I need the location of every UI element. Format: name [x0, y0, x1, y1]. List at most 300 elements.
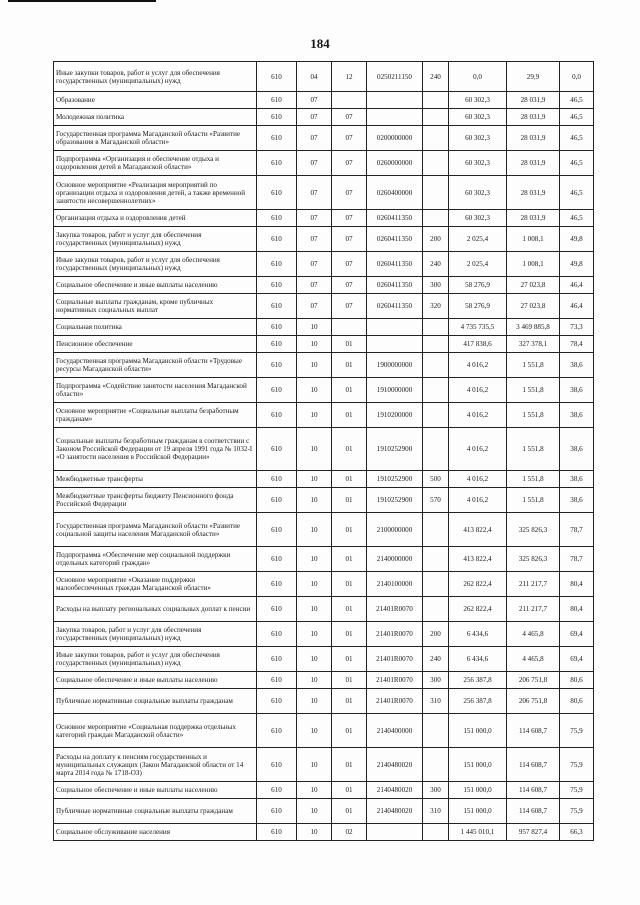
cell-execution-percent: 38,6: [560, 378, 594, 403]
cell-section-code: 07: [297, 126, 332, 151]
cell-item-name: Социальные выплаты безработным гражданам в соответствии с Законом Российской Федерации от 19 апреля 1991 года № 1032-I «О занятости населения в Российской Федерации»: [54, 428, 257, 471]
table-row: [54, 488, 594, 513]
cell-expense-type: [423, 597, 449, 622]
cell-item-name: Молодежная политика: [54, 109, 257, 126]
cell-admin-code: 610: [257, 92, 297, 109]
cell-subsection-code: 01: [332, 622, 367, 647]
cell-expense-type: [423, 353, 449, 378]
cell-subsection-code: 01: [332, 572, 367, 597]
cell-execution-percent: 46,5: [560, 210, 594, 227]
table-row: [54, 62, 594, 92]
cell-admin-code: 610: [257, 597, 297, 622]
cell-execution-percent: 75,9: [560, 714, 594, 748]
cell-expense-type: 500: [423, 471, 449, 488]
cell-subsection-code: 01: [332, 689, 367, 714]
cell-approved-amount: 4 735 735,5: [449, 319, 507, 336]
table-row: [54, 714, 594, 748]
cell-item-name: Пенсионное обеспечение: [54, 336, 257, 353]
cell-target-article: [367, 336, 423, 353]
cell-subsection-code: 01: [332, 782, 367, 799]
cell-expense-type: [423, 824, 449, 841]
cell-admin-code: 610: [257, 824, 297, 841]
cell-admin-code: 610: [257, 277, 297, 294]
cell-executed-amount: 1 551,8: [507, 403, 560, 428]
cell-executed-amount: 325 826,3: [507, 547, 560, 572]
table-row: [54, 109, 594, 126]
cell-subsection-code: 07: [332, 126, 367, 151]
cell-executed-amount: 28 031,9: [507, 109, 560, 126]
cell-subsection-code: 01: [332, 647, 367, 672]
cell-section-code: 04: [297, 62, 332, 92]
cell-approved-amount: 60 302,3: [449, 92, 507, 109]
cell-admin-code: 610: [257, 151, 297, 176]
cell-approved-amount: 60 302,3: [449, 176, 507, 210]
cell-section-code: 07: [297, 92, 332, 109]
cell-admin-code: 610: [257, 471, 297, 488]
cell-target-article: 1910252900: [367, 471, 423, 488]
cell-section-code: 10: [297, 319, 332, 336]
cell-subsection-code: 01: [332, 547, 367, 572]
cell-expense-type: 240: [423, 647, 449, 672]
cell-expense-type: [423, 319, 449, 336]
cell-subsection-code: 01: [332, 336, 367, 353]
cell-item-name: Государственная программа Магаданской области «Развитие социальной защиты населения Магаданской области»: [54, 513, 257, 547]
cell-execution-percent: 75,9: [560, 799, 594, 824]
cell-execution-percent: 38,6: [560, 353, 594, 378]
cell-executed-amount: 114 608,7: [507, 714, 560, 748]
cell-section-code: 10: [297, 513, 332, 547]
cell-approved-amount: 256 387,8: [449, 689, 507, 714]
cell-admin-code: 610: [257, 252, 297, 277]
table-row: [54, 319, 594, 336]
cell-section-code: 10: [297, 336, 332, 353]
cell-execution-percent: 75,9: [560, 782, 594, 799]
cell-admin-code: 610: [257, 689, 297, 714]
cell-expense-type: [423, 428, 449, 471]
cell-item-name: Социальные выплаты гражданам, кроме публичных нормативных социальных выплат: [54, 294, 257, 319]
table-row: [54, 572, 594, 597]
cell-executed-amount: 4 465,8: [507, 622, 560, 647]
cell-section-code: 10: [297, 378, 332, 403]
cell-section-code: 10: [297, 672, 332, 689]
table-row: [54, 151, 594, 176]
cell-section-code: 07: [297, 252, 332, 277]
table-row: [54, 782, 594, 799]
table-row: [54, 622, 594, 647]
cell-section-code: 10: [297, 403, 332, 428]
cell-executed-amount: 327 378,1: [507, 336, 560, 353]
cell-executed-amount: 1 008,1: [507, 252, 560, 277]
cell-target-article: 0260400000: [367, 176, 423, 210]
cell-approved-amount: 417 838,6: [449, 336, 507, 353]
table-row: [54, 252, 594, 277]
cell-expense-type: [423, 151, 449, 176]
cell-admin-code: 610: [257, 748, 297, 782]
cell-approved-amount: 256 387,8: [449, 672, 507, 689]
cell-section-code: 10: [297, 597, 332, 622]
cell-target-article: 1900000000: [367, 353, 423, 378]
cell-approved-amount: 413 822,4: [449, 547, 507, 572]
table-row: [54, 227, 594, 252]
cell-subsection-code: 07: [332, 277, 367, 294]
cell-section-code: 10: [297, 824, 332, 841]
cell-target-article: 2140000000: [367, 547, 423, 572]
cell-target-article: 0260411350: [367, 294, 423, 319]
cell-item-name: Публичные нормативные социальные выплаты гражданам: [54, 689, 257, 714]
table-row: [54, 277, 594, 294]
cell-expense-type: [423, 126, 449, 151]
cell-section-code: 07: [297, 227, 332, 252]
cell-section-code: 07: [297, 176, 332, 210]
cell-item-name: Государственная программа Магаданской области «Трудовые ресурсы Магаданской области»: [54, 353, 257, 378]
cell-subsection-code: 01: [332, 403, 367, 428]
cell-target-article: 0260411350: [367, 277, 423, 294]
cell-executed-amount: 211 217,7: [507, 572, 560, 597]
cell-admin-code: 610: [257, 714, 297, 748]
cell-execution-percent: 75,9: [560, 748, 594, 782]
cell-approved-amount: 2 025,4: [449, 227, 507, 252]
cell-item-name: Образование: [54, 92, 257, 109]
cell-section-code: 10: [297, 572, 332, 597]
cell-execution-percent: 80,4: [560, 597, 594, 622]
cell-approved-amount: 58 276,9: [449, 294, 507, 319]
cell-approved-amount: 151 000,0: [449, 799, 507, 824]
cell-executed-amount: 27 023,8: [507, 294, 560, 319]
table-row: [54, 378, 594, 403]
cell-expense-type: [423, 513, 449, 547]
cell-item-name: Организация отдыха и оздоровления детей: [54, 210, 257, 227]
cell-executed-amount: 211 217,7: [507, 597, 560, 622]
cell-expense-type: [423, 572, 449, 597]
cell-admin-code: 610: [257, 353, 297, 378]
cell-execution-percent: 80,4: [560, 572, 594, 597]
cell-admin-code: 610: [257, 227, 297, 252]
cell-section-code: 07: [297, 109, 332, 126]
cell-executed-amount: 325 826,3: [507, 513, 560, 547]
cell-expense-type: 320: [423, 294, 449, 319]
cell-item-name: Основное мероприятие «Социальная поддержка отдельных категорий граждан Магаданской области»: [54, 714, 257, 748]
cell-subsection-code: 01: [332, 748, 367, 782]
cell-execution-percent: 0,0: [560, 62, 594, 92]
cell-section-code: 10: [297, 782, 332, 799]
cell-execution-percent: 46,5: [560, 126, 594, 151]
cell-target-article: 1910000000: [367, 378, 423, 403]
cell-admin-code: 610: [257, 572, 297, 597]
cell-approved-amount: 6 434,6: [449, 622, 507, 647]
cell-subsection-code: 01: [332, 378, 367, 403]
cell-target-article: 21401R0070: [367, 672, 423, 689]
cell-section-code: 10: [297, 471, 332, 488]
cell-approved-amount: 4 016,2: [449, 471, 507, 488]
cell-subsection-code: 07: [332, 176, 367, 210]
cell-execution-percent: 78,4: [560, 336, 594, 353]
cell-section-code: 10: [297, 689, 332, 714]
cell-execution-percent: 38,6: [560, 403, 594, 428]
cell-item-name: Межбюджетные трансферты: [54, 471, 257, 488]
cell-executed-amount: 28 031,9: [507, 126, 560, 151]
cell-admin-code: 610: [257, 336, 297, 353]
cell-section-code: 10: [297, 799, 332, 824]
cell-expense-type: [423, 714, 449, 748]
cell-executed-amount: 4 465,8: [507, 647, 560, 672]
cell-expense-type: 240: [423, 252, 449, 277]
cell-section-code: 10: [297, 488, 332, 513]
cell-target-article: 0260411350: [367, 227, 423, 252]
cell-item-name: Иные закупки товаров, работ и услуг для обеспечения государственных (муниципальных) нужд: [54, 647, 257, 672]
cell-expense-type: [423, 547, 449, 572]
cell-admin-code: 610: [257, 403, 297, 428]
cell-approved-amount: 151 000,0: [449, 748, 507, 782]
cell-section-code: 10: [297, 647, 332, 672]
cell-execution-percent: 38,6: [560, 428, 594, 471]
cell-execution-percent: 78,7: [560, 547, 594, 572]
cell-executed-amount: 3 469 885,8: [507, 319, 560, 336]
cell-target-article: 2100000000: [367, 513, 423, 547]
table-row: [54, 547, 594, 572]
cell-approved-amount: 2 025,4: [449, 252, 507, 277]
cell-approved-amount: 0,0: [449, 62, 507, 92]
cell-item-name: Иные закупки товаров, работ и услуг для обеспечения государственных (муниципальных) нужд: [54, 62, 257, 92]
cell-executed-amount: 114 608,7: [507, 782, 560, 799]
table-row: [54, 597, 594, 622]
cell-approved-amount: 4 016,2: [449, 488, 507, 513]
cell-executed-amount: 206 751,8: [507, 689, 560, 714]
cell-execution-percent: 46,5: [560, 176, 594, 210]
cell-target-article: 0260000000: [367, 151, 423, 176]
cell-subsection-code: 01: [332, 488, 367, 513]
cell-target-article: [367, 319, 423, 336]
cell-target-article: 1910200000: [367, 403, 423, 428]
table-row: [54, 471, 594, 488]
table-row: [54, 428, 594, 471]
page-number: 184: [310, 36, 330, 51]
cell-expense-type: [423, 336, 449, 353]
table-row: [54, 294, 594, 319]
cell-admin-code: 610: [257, 513, 297, 547]
cell-executed-amount: 28 031,9: [507, 210, 560, 227]
cell-item-name: Социальное обеспечение и иные выплаты населению: [54, 782, 257, 799]
cell-approved-amount: 262 822,4: [449, 572, 507, 597]
cell-admin-code: 610: [257, 547, 297, 572]
cell-admin-code: 610: [257, 622, 297, 647]
cell-expense-type: 300: [423, 672, 449, 689]
cell-approved-amount: 151 000,0: [449, 714, 507, 748]
cell-item-name: Закупка товаров, работ и услуг для обеспечения государственных (муниципальных) нужд: [54, 622, 257, 647]
cell-execution-percent: 80,6: [560, 672, 594, 689]
cell-expense-type: 310: [423, 799, 449, 824]
cell-subsection-code: 07: [332, 151, 367, 176]
cell-subsection-code: 01: [332, 428, 367, 471]
cell-section-code: 10: [297, 547, 332, 572]
cell-approved-amount: 4 016,2: [449, 353, 507, 378]
top-rule: [8, 0, 156, 2]
cell-target-article: 0260411350: [367, 210, 423, 227]
cell-expense-type: 200: [423, 227, 449, 252]
cell-approved-amount: 4 016,2: [449, 403, 507, 428]
cell-target-article: 21401R0070: [367, 689, 423, 714]
cell-execution-percent: 73,3: [560, 319, 594, 336]
cell-approved-amount: 1 445 010,1: [449, 824, 507, 841]
cell-subsection-code: 01: [332, 799, 367, 824]
budget-table-body: [54, 62, 594, 841]
cell-target-article: 21401R0070: [367, 647, 423, 672]
cell-expense-type: [423, 403, 449, 428]
table-row: [54, 672, 594, 689]
cell-executed-amount: 1 551,8: [507, 353, 560, 378]
cell-admin-code: 610: [257, 319, 297, 336]
cell-approved-amount: 60 302,3: [449, 151, 507, 176]
cell-item-name: Подпрограмма «Организация и обеспечение отдыха и оздоровления детей в Магаданской области»: [54, 151, 257, 176]
cell-executed-amount: 1 551,8: [507, 488, 560, 513]
cell-target-article: 0260411350: [367, 252, 423, 277]
cell-execution-percent: 46,5: [560, 109, 594, 126]
cell-expense-type: 310: [423, 689, 449, 714]
cell-executed-amount: 28 031,9: [507, 151, 560, 176]
cell-expense-type: [423, 748, 449, 782]
cell-item-name: Социальное обеспечение и иные выплаты населению: [54, 277, 257, 294]
cell-item-name: Межбюджетные трансферты бюджету Пенсионного фонда Российской Федерации: [54, 488, 257, 513]
cell-admin-code: 610: [257, 294, 297, 319]
cell-target-article: 21401R0070: [367, 597, 423, 622]
cell-admin-code: 610: [257, 126, 297, 151]
cell-subsection-code: 01: [332, 353, 367, 378]
table-row: [54, 824, 594, 841]
cell-subsection-code: 07: [332, 109, 367, 126]
cell-approved-amount: 58 276,9: [449, 277, 507, 294]
cell-execution-percent: 80,6: [560, 689, 594, 714]
cell-item-name: Подпрограмма «Обеспечение мер социальной поддержки отдельных категорий граждан»: [54, 547, 257, 572]
cell-target-article: 0250211150: [367, 62, 423, 92]
cell-section-code: 10: [297, 714, 332, 748]
cell-executed-amount: 1 551,8: [507, 471, 560, 488]
cell-execution-percent: 66,3: [560, 824, 594, 841]
cell-expense-type: 200: [423, 622, 449, 647]
cell-item-name: Основное мероприятие «Социальные выплаты безработным гражданам»: [54, 403, 257, 428]
cell-approved-amount: 4 016,2: [449, 428, 507, 471]
table-row: [54, 126, 594, 151]
cell-expense-type: [423, 378, 449, 403]
cell-executed-amount: 28 031,9: [507, 176, 560, 210]
cell-subsection-code: 07: [332, 294, 367, 319]
cell-target-article: [367, 824, 423, 841]
cell-execution-percent: 78,7: [560, 513, 594, 547]
cell-admin-code: 610: [257, 672, 297, 689]
cell-item-name: Государственная программа Магаданской области «Развитие образования в Магаданской области»: [54, 126, 257, 151]
cell-subsection-code: 01: [332, 597, 367, 622]
cell-approved-amount: 6 434,6: [449, 647, 507, 672]
table-row: [54, 353, 594, 378]
cell-executed-amount: 28 031,9: [507, 92, 560, 109]
cell-item-name: Расходы на доплату к пенсиям государственных и муниципальных служащих (Закон Магаданской области от 14 марта 2014 года № 1718-ОЗ): [54, 748, 257, 782]
cell-subsection-code: 12: [332, 62, 367, 92]
table-row: [54, 748, 594, 782]
cell-executed-amount: 206 751,8: [507, 672, 560, 689]
cell-subsection-code: 02: [332, 824, 367, 841]
cell-subsection-code: 01: [332, 672, 367, 689]
cell-target-article: 21401R0070: [367, 622, 423, 647]
cell-target-article: [367, 109, 423, 126]
cell-admin-code: 610: [257, 647, 297, 672]
cell-admin-code: 610: [257, 210, 297, 227]
cell-item-name: Основное мероприятие «Оказание поддержки малообеспеченных граждан Магаданской области»: [54, 572, 257, 597]
cell-expense-type: [423, 176, 449, 210]
cell-admin-code: 610: [257, 109, 297, 126]
cell-target-article: [367, 92, 423, 109]
budget-table: [53, 61, 594, 841]
cell-subsection-code: 07: [332, 252, 367, 277]
cell-subsection-code: 07: [332, 227, 367, 252]
cell-expense-type: 300: [423, 277, 449, 294]
cell-subsection-code: [332, 319, 367, 336]
cell-execution-percent: 46,4: [560, 277, 594, 294]
cell-expense-type: [423, 109, 449, 126]
cell-section-code: 07: [297, 210, 332, 227]
cell-approved-amount: 4 016,2: [449, 378, 507, 403]
cell-approved-amount: 60 302,3: [449, 126, 507, 151]
cell-admin-code: 610: [257, 62, 297, 92]
cell-item-name: Социальное обеспечение и иные выплаты населению: [54, 672, 257, 689]
cell-executed-amount: 114 608,7: [507, 748, 560, 782]
table-row: [54, 403, 594, 428]
cell-target-article: 2140100000: [367, 572, 423, 597]
cell-section-code: 10: [297, 428, 332, 471]
cell-section-code: 10: [297, 622, 332, 647]
table-row: [54, 647, 594, 672]
cell-approved-amount: 60 302,3: [449, 210, 507, 227]
cell-target-article: 2140480020: [367, 799, 423, 824]
cell-execution-percent: 46,4: [560, 294, 594, 319]
cell-item-name: Социальное обслуживание населения: [54, 824, 257, 841]
cell-executed-amount: 1 551,8: [507, 378, 560, 403]
cell-item-name: Основное мероприятие «Реализация мероприятий по организации отдыха и оздоровления детей, а также временной занятости несовершеннолетних»: [54, 176, 257, 210]
cell-target-article: 2140400000: [367, 714, 423, 748]
cell-subsection-code: 01: [332, 471, 367, 488]
cell-executed-amount: 957 827,4: [507, 824, 560, 841]
cell-target-article: 2140480020: [367, 748, 423, 782]
cell-item-name: Подпрограмма «Содействие занятости населения Магаданской области»: [54, 378, 257, 403]
cell-section-code: 10: [297, 353, 332, 378]
table-row: [54, 799, 594, 824]
cell-item-name: Иные закупки товаров, работ и услуг для обеспечения государственных (муниципальных) нужд: [54, 252, 257, 277]
cell-execution-percent: 38,6: [560, 488, 594, 513]
cell-section-code: 07: [297, 294, 332, 319]
cell-approved-amount: 262 822,4: [449, 597, 507, 622]
cell-execution-percent: 69,4: [560, 622, 594, 647]
cell-admin-code: 610: [257, 782, 297, 799]
cell-item-name: Закупка товаров, работ и услуг для обеспечения государственных (муниципальных) нужд: [54, 227, 257, 252]
cell-executed-amount: 29,9: [507, 62, 560, 92]
cell-executed-amount: 114 608,7: [507, 799, 560, 824]
cell-executed-amount: 1 008,1: [507, 227, 560, 252]
cell-execution-percent: 69,4: [560, 647, 594, 672]
cell-execution-percent: 46,5: [560, 92, 594, 109]
cell-subsection-code: [332, 92, 367, 109]
table-row: [54, 176, 594, 210]
cell-subsection-code: 01: [332, 714, 367, 748]
cell-executed-amount: 1 551,8: [507, 428, 560, 471]
cell-admin-code: 610: [257, 799, 297, 824]
cell-item-name: Публичные нормативные социальные выплаты гражданам: [54, 799, 257, 824]
cell-execution-percent: 49,8: [560, 252, 594, 277]
cell-target-article: 1910252900: [367, 488, 423, 513]
cell-admin-code: 610: [257, 488, 297, 513]
cell-expense-type: 240: [423, 62, 449, 92]
cell-target-article: 2140480020: [367, 782, 423, 799]
cell-item-name: Расходы на выплату региональных социальных доплат к пенсии: [54, 597, 257, 622]
cell-approved-amount: 60 302,3: [449, 109, 507, 126]
cell-executed-amount: 27 023,8: [507, 277, 560, 294]
cell-item-name: Социальная политика: [54, 319, 257, 336]
